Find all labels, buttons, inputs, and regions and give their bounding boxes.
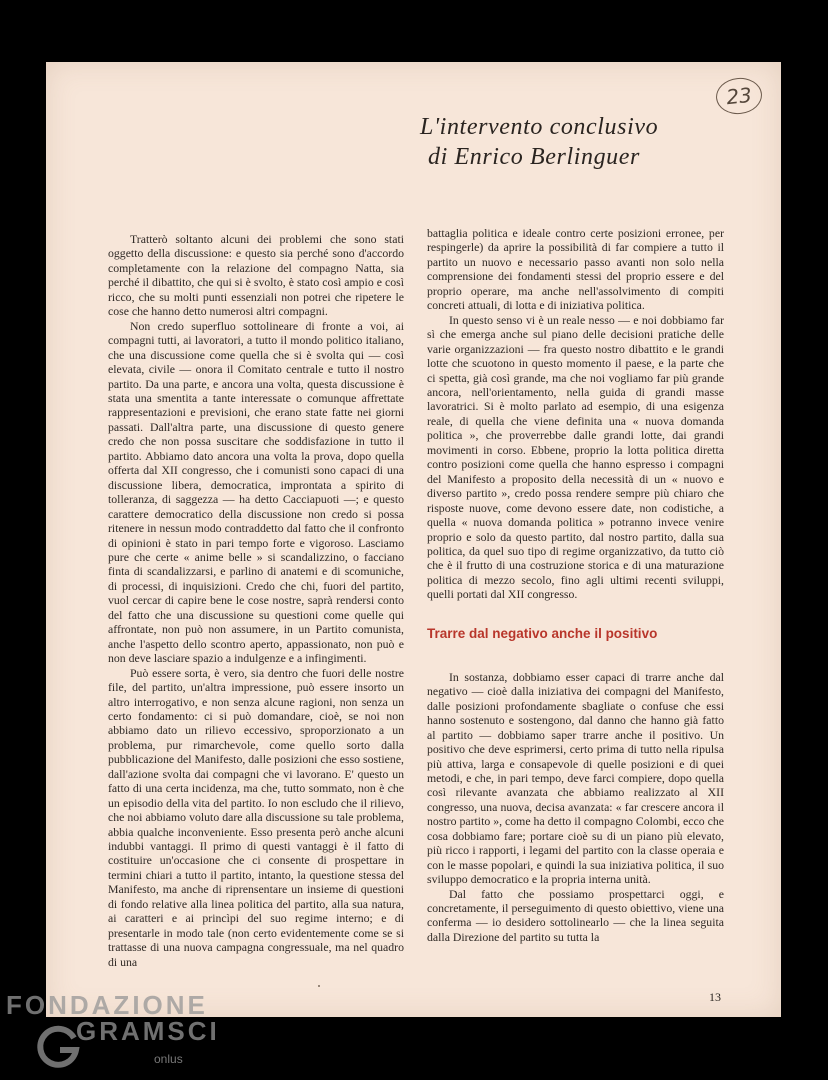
watermark-line-2: GRAMSCI (76, 1016, 220, 1046)
title-line-2: di Enrico Berlinguer (428, 144, 640, 170)
fondazione-logo-icon (36, 1024, 80, 1068)
page-number: 13 (709, 990, 721, 1004)
title-line-1: L'intervento conclusivo (420, 114, 659, 140)
watermark-line-3: onlus (154, 1052, 183, 1066)
paragraph: In sostanza, dobbiamo esser capaci di trarre anche dal negativo — cioè dalla iniziativa dei compagni del Manifesto, dalle posizioni profondamente sbagliate o confuse che essi hanno sostenuto e sostengono, dal danno che hanno già fatto al partito — dobbiamo saper trarre anche il positivo. Un positivo che deve esprimersi, certo prima di tutto nella ripulsa più attiva, larga e consapevole di quelle posizioni e di quei metodi, e che, in pari tempo, deve farci compiere, dopo quella così rilevante avanzata che abbiamo realizzato al XII congresso, una nuova, decisa avanzata: « far crescere ancora il nostro partito », come ha detto il compagno Colombi, ecco che cosa dobbiamo fare; portare cioè su di un piano più elevato, più ricco i rapporti, i legami del partito con la classe operaia e con le masse popolari, e quindi la sua iniziativa politica, il suo sviluppo democratico e la propria interna unità. (427, 669, 724, 887)
article-title (420, 112, 740, 172)
right-text-column (427, 226, 724, 944)
paragraph: battaglia politica e ideale contro certe posizioni erronee, per respingerle) da aprire la possibilità di far compiere a tutto il partito un nuovo e necessario passo avanti non solo nella comprensione dei fondamenti stessi del proprio essere e del proprio operare, ma anche nell'assolvimento di compiti concreti attuali, di lotta e di iniziativa politica. (427, 226, 724, 313)
paragraph: Può essere sorta, è vero, sia dentro che fuori delle nostre file, del partito, un'altra impressione, può essere insorto un altro interrogativo, e non senza alcune ragioni, non senza un certo fondamento: ci si può domandare, cioè, se noi non abbiamo dato un rilievo eccessivo, sproporzionato a un problema, pur rimarchevole, come quello sorto dalla pubblicazione del Manifesto, dalle posizioni che esso sostiene, dall'azione svolta dai compagni che vi lavorano. E' questo un fatto di una certa incidenza, ma che, tutto sommato, non è che un episodio della vita del partito. Io non escludo che il rilievo, che noi abbiamo voluto dare alla discussione su tale problema, abbia qualche inconveniente. Esso presenta però anche alcuni indubbi vantaggi. Il primo di questi vantaggi è il fatto di costituire un'occasione che ci consente di prospettare in termini chiari a tutto il partito, intanto, la questione stessa del Manifesto, ma anche di riprensentare un insieme di questioni di fondo relative alla linea politica del partito, alla sua natura, ai caratteri e ai princìpi del suo regime interno; e di presentarle in modo tale (non certo evidentemente come se si trattasse di una nuova campagna congressuale, ma nel quadro di una (108, 665, 404, 969)
paragraph: Tratterò soltanto alcuni dei problemi che sono stati oggetto della discussione: e questo sia perché sono d'accordo completamente con la relazione del compagno Natta, sia perché il dibattito, che qui si è svolto, è stato così ampio e così ricco, che su molti punti essenziali non potrei che ripetere le cose che hanno detto numerosi altri compagni. (108, 232, 404, 319)
print-speck (318, 985, 320, 987)
left-text-column (108, 232, 404, 969)
paragraph: Non credo superfluo sottolineare di fronte a voi, ai compagni tutti, ai lavoratori, a tutto il mondo politico italiano, che una discussione come quella che si è svolta qui — così elevata, civile — onora il Comitato centrale e tutto il nostro partito. Da una parte, e ancora una volta, questa discussione è stata una smentita a tante interessate o comunque affrettate rappresentazioni e previsioni, che erano state fatte nei giorni passati. Dall'altra parte, una discussione di questo genere credo che non possa suscitare che soddisfazione in tutto il partito. Abbiamo dato ancora una volta la prova, dopo quella offerta dal XII congresso, che i comunisti sono capaci di una discussione libera, democratica, improntata a spirito di tolleranza, di saggezza — ha detto Cacciapuoti —; e questo carattere democratico della discussione non credo si possa ritenere in nessun modo contraddetto dal fatto che il confronto di opinioni è stato in pari tempo forte e vigoroso. Lasciamo pure che certe « anime belle » si scandalizzino, o facciano finta di scandalizzarsi, e parlino di anatemi e di scomuniche, di processi, di inquisizioni. Credo che chi, fuori del partito, vuol cercar di capire bene le cose nostre, saprà rendersi conto del fatto che una discussione su questioni come quelle qui affrontate, non può non assumere, in un Partito comunista, anche l'aspetto dello scontro aperto, appassionato, non può e non deve lasciare spazio a indulgenze e a infingimenti. (108, 318, 404, 666)
watermark-line-1: FONDAZIONE (6, 990, 208, 1020)
watermark (6, 990, 246, 1080)
paragraph: In questo senso vi è un reale nesso — e noi dobbiamo far sì che emerga anche sul piano delle decisioni pratiche delle varie organizzazioni — fra questo nostro dibattito e le grandi lotte che scuotono in questo momento il paese, e la parte che ci spetta, già così grande, ma che noi vogliamo far più grande ancora, nell'orientamento, nella guida di grandi masse lavoratrici. Si è molto parlato ad esempio, di una esigenza reale, di quella che viene definita una « nuova domanda politica », che proverrebbe dalle grandi lotte, dai grandi movimenti in corso. Ebbene, proprio la lotta politica diretta contro posizioni come quella che hanno espresso i compagni del Manifesto a proposito della necessità di un « nuovo e diverso partito », credo possa rendere sempre più chiaro che risposte nuove, come devono essere date, non codistiche, a quella « nuova domanda politica » potranno invece venire proprio e solo da questo partito, dal nostro partito, dalla sua politica, da quel suo tipo di regime organizzativo, da tutto ciò che è il frutto di una costruzione storica e di una maturazione politica di mezzo secolo, fino agli ultimi recenti sviluppi, quelli portati dal XII congresso. (427, 312, 724, 602)
handwritten-page-mark: 23 (714, 76, 764, 117)
paragraph: Dal fatto che possiamo prospettarci oggi, e concretamente, il perseguimento di questo obiettivo, viene una conferma — io desidero sottolinearlo — che la linea seguita dalla Direzione del partito su tutta la (427, 886, 724, 944)
section-heading: Trarre dal negativo anche il positivo (427, 625, 658, 641)
